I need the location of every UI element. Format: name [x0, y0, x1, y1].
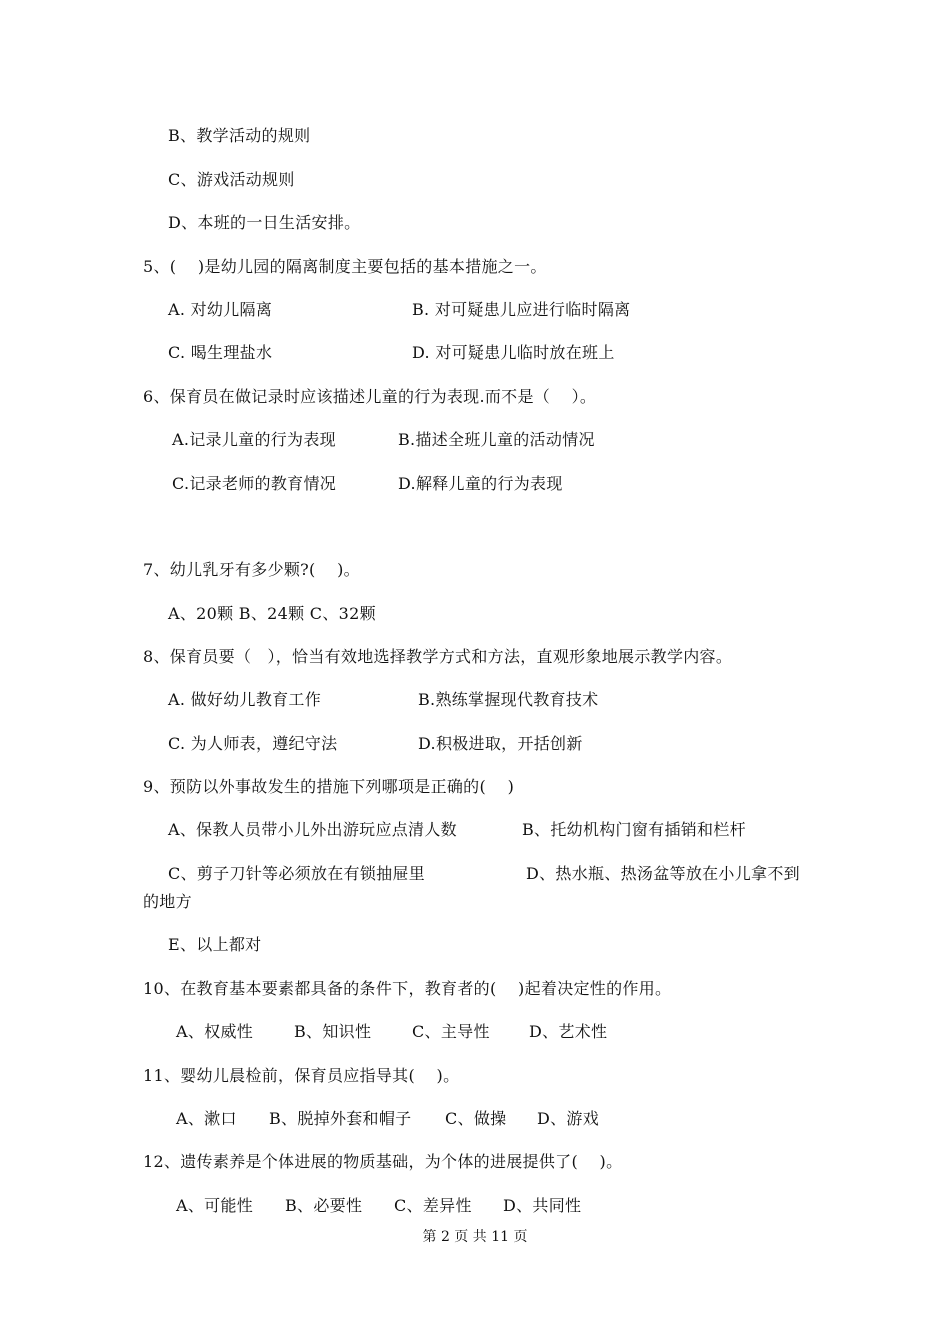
option-10c: C、主导性 [412, 1022, 490, 1041]
option-8b: B.熟练掌握现代教育技术 [418, 690, 599, 709]
question-5: 5、( )是幼儿园的隔离制度主要包括的基本措施之一。 [143, 257, 547, 276]
page-footer: 第 2 页 共 11 页 [422, 1229, 528, 1245]
option-11d: D、游戏 [537, 1109, 600, 1128]
option-8c: C. 为人师表，遵纪守法 [168, 734, 338, 753]
option-9e: E、以上都对 [168, 935, 262, 954]
question-6: 6、保育员在做记录时应该描述儿童的行为表现.而不是（ ）。 [143, 387, 597, 406]
option-5a: A. 对幼儿隔离 [168, 300, 273, 319]
option-6d: D.解释儿童的行为表现 [398, 474, 563, 493]
option-11c: C、做操 [445, 1109, 507, 1128]
option-12b: B、必要性 [285, 1196, 363, 1215]
question-9: 9、预防以外事故发生的措施下列哪项是正确的( ) [143, 777, 515, 796]
question-10: 10、在教育基本要素都具备的条件下，教育者的( )起着决定性的作用。 [143, 979, 672, 998]
option-8d: D.积极进取，开括创新 [418, 734, 583, 753]
option-8a: A. 做好幼儿教育工作 [168, 690, 322, 709]
option-12a: A、可能性 [176, 1196, 254, 1215]
option-10d: D、艺术性 [529, 1022, 608, 1041]
option-9a: A、保教人员带小儿外出游玩应点清人数 [168, 820, 457, 839]
line-4b: B、教学活动的规则 [168, 126, 311, 145]
option-10a: A、权威性 [176, 1022, 254, 1041]
option-11b: B、脱掉外套和帽子 [269, 1109, 412, 1128]
option-5c: C. 喝生理盐水 [168, 343, 273, 362]
option-9d: D、热水瓶、热汤盆等放在小儿拿不到 [526, 864, 800, 883]
option-6b: B.描述全班儿童的活动情况 [398, 430, 595, 449]
option-10b: B、知识性 [294, 1022, 372, 1041]
option-6a: A.记录儿童的行为表现 [172, 430, 336, 449]
question-8: 8、保育员要（ ），恰当有效地选择教学方式和方法，直观形象地展示教学内容。 [143, 647, 733, 666]
option-12d: D、共同性 [503, 1196, 582, 1215]
line-4d: D、本班的一日生活安排。 [168, 213, 361, 232]
option-6c: C.记录老师的教育情况 [172, 474, 337, 493]
option-5b: B. 对可疑患儿应进行临时隔离 [412, 300, 631, 319]
question-11: 11、婴幼儿晨检前，保育员应指导其( )。 [143, 1066, 460, 1085]
option-11a: A、漱口 [176, 1109, 237, 1128]
line-4c: C、游戏活动规则 [168, 170, 295, 189]
option-5d: D. 对可疑患儿临时放在班上 [412, 343, 615, 362]
option-9b: B、托幼机构门窗有插销和栏杆 [522, 820, 746, 839]
option-9c: C、剪子刀针等必须放在有锁抽屉里 [168, 864, 426, 883]
question-7: 7、幼儿乳牙有多少颗?( )。 [143, 560, 360, 579]
options-7: A、20颗 B、24颗 C、32颗 [168, 604, 376, 623]
question-12: 12、遗传素养是个体进展的物质基础，为个体的进展提供了( )。 [143, 1152, 623, 1171]
option-12c: C、差异性 [394, 1196, 472, 1215]
option-9d-continued: 的地方 [143, 892, 192, 911]
